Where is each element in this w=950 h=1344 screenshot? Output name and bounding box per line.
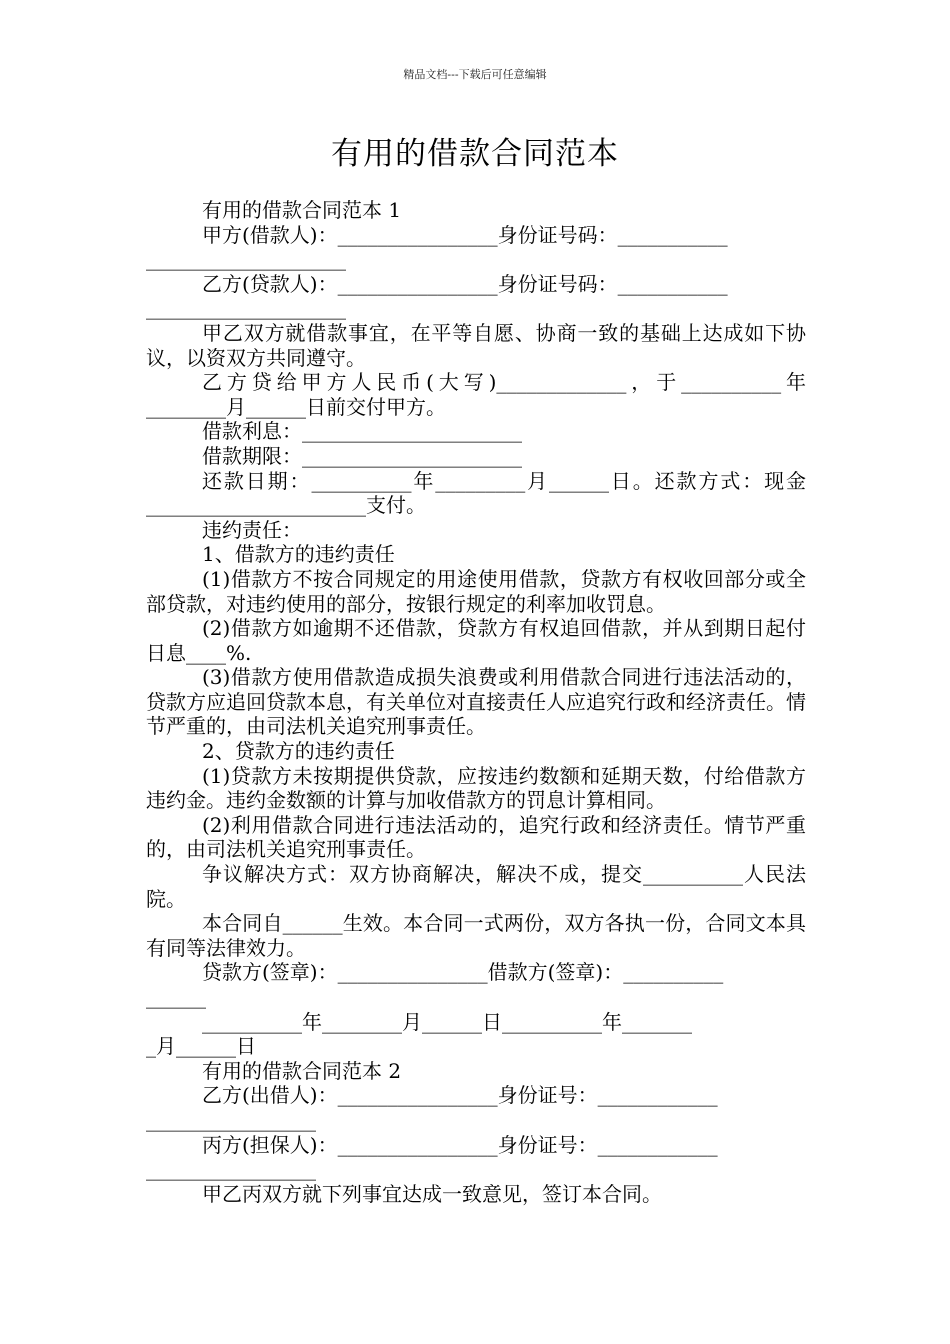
guarantor-party-line-cont: _________________ — [146, 1157, 316, 1182]
lender-liability-1: (1)贷款方未按期提供贷款，应按违约数额和延期天数，付给借款方违约金。违约金数额的计算与加收借款方的罚息计算相同。 — [146, 763, 806, 813]
guarantor-party-line: 丙方(担保人)：________________身份证号：____________ — [202, 1132, 718, 1157]
interest-line: 借款利息：______________________ — [202, 419, 522, 444]
date-line: __________年________月______日__________年_______ — [202, 1009, 692, 1034]
section-heading-1: 有用的借款合同范本 1 — [202, 198, 402, 222]
borrower-liability-heading: 1、借款方的违约责任 — [202, 542, 395, 567]
lender-party-line-cont: _________________ — [146, 1107, 316, 1132]
party-b-line: 乙方(贷款人)：________________身份证号码：___________ — [202, 271, 728, 296]
lender-liability-2: (2)利用借款合同进行违法活动的，追究行政和经济责任。情节严重的，由司法机关追究刑事责任。 — [146, 812, 806, 862]
effect-clause: 本合同自______生效。本合同一式两份，双方各执一份，合同文本具有同等法律效力。 — [146, 911, 806, 960]
lender-party-line: 乙方(出借人)：________________身份证号：____________ — [202, 1083, 718, 1108]
signature-line: 贷款方(签章)：_______________借款方(签章)：__________ — [202, 960, 724, 985]
document-title: 有用的借款合同范本 — [331, 136, 619, 172]
page-header: 精品文档---下载后可任意编辑 — [403, 68, 547, 81]
section-heading-2: 有用的借款合同范本 2 — [202, 1058, 402, 1083]
agreement-intro-2: 甲乙丙双方就下列事宜达成一致意见，签订本合同。 — [202, 1181, 662, 1206]
liability-heading: 违约责任： — [202, 517, 302, 542]
party-a-line: 甲方(借款人)：________________身份证号码：___________ — [202, 222, 728, 247]
party-b-line-cont: ____________________ — [146, 296, 346, 321]
borrower-liability-3: (3)借款方使用借款造成损失浪费或利用借款合同进行违法活动的，贷款方应追回贷款本息，有关单位对直接责任人应追究行政和经济责任。情节严重的，由司法机关追究刑事责任。 — [146, 665, 806, 739]
term-line: 借款期限：______________________ — [202, 443, 522, 468]
party-a-line-cont: ____________________ — [146, 247, 346, 272]
document-body — [146, 198, 806, 1206]
repayment-clause: 还款日期：__________年_________月______日。还款方式：现金______________________支付。 — [146, 468, 806, 518]
lender-liability-heading: 2、贷款方的违约责任 — [202, 739, 395, 764]
dispute-clause: 争议解决方式：双方协商解决，解决不成，提交__________人民法院。 — [146, 862, 806, 911]
borrower-liability-1: (1)借款方不按合同规定的用途使用借款，贷款方有权收回部分或全部贷款，对违约使用的部分，按银行规定的利率加收罚息。 — [146, 566, 806, 616]
date-line-cont: _月______日 — [146, 1034, 256, 1059]
agreement-intro: 甲乙双方就借款事宜，在平等自愿、协商一致的基础上达成如下协议，以资双方共同遵守。 — [146, 320, 806, 370]
signature-line-cont: ______ — [146, 985, 206, 1009]
loan-amount-clause: 乙方贷给甲方人民币(大写)_____________，于__________年________月______日前交付甲方。 — [146, 370, 806, 419]
borrower-liability-2: (2)借款方如逾期不还借款，贷款方有权追回借款，并从到期日起付日息____%. — [146, 616, 806, 665]
